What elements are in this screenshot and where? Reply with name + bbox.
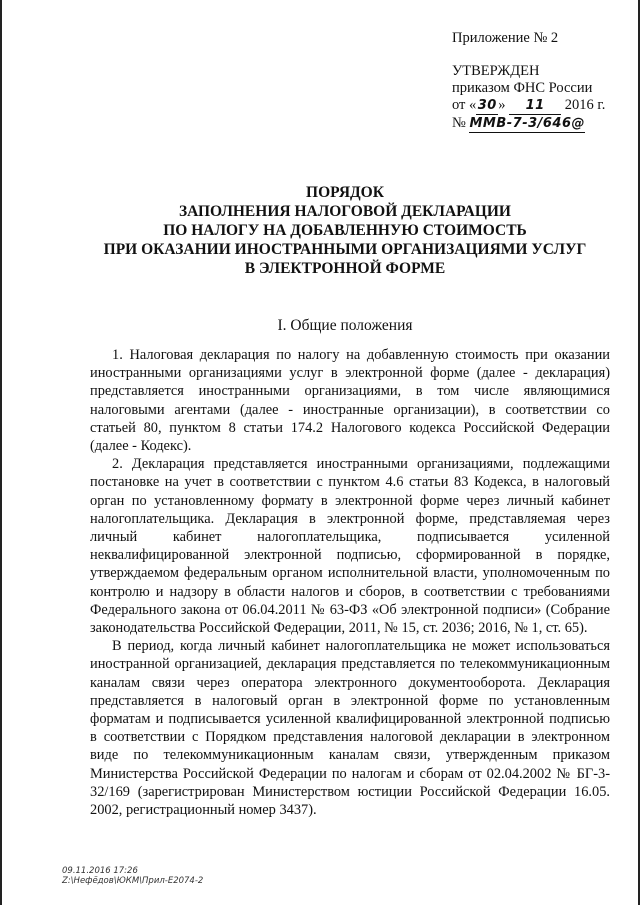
approval-date [452,97,605,115]
section-heading: I. Общие положения [277,317,413,334]
file-footer [62,866,203,886]
appendix-number: Приложение № 2 [452,30,559,46]
date-day: 30 [477,98,497,113]
approval-number [452,115,605,133]
document-body [90,346,610,819]
approved-by-order: приказом ФНС России [452,80,593,96]
footer-timestamp: 09.11.2016 17:26 [62,866,138,876]
paragraph-3: В период, когда личный кабинет налогоплательщика не может использоваться иностранной организацией, декларация представляется по телекоммуникационным каналам связи через оператора электронного документооборота. Декларация представляется в налоговый орган в электронной форме по установленным форматам и подписывается усиленной квалифицированной электронной подписью в соответствии с Порядком представления налоговой декларации в электронном виде по телекоммуникационным каналам связи, утвержденным приказом Министерства Российской Федерации по налогам и сборам от 02.04.2002 № БГ-3-32/169 (зарегистрирован Министерством юстиции Российской Федерации 16.05. 2002, регистрационный номер 3437). [90,638,610,819]
document-title [60,183,630,278]
footer-path: Z:\Нефёдов\ЮКМ\Прил-Е2074-2 [62,876,204,886]
title-line: ПОРЯДОК [306,184,384,201]
approved-label: УТВЕРЖДЕН [452,63,540,79]
date-quote: » [498,97,506,113]
title-line: ПО НАЛОГУ НА ДОБАВЛЕННУЮ СТОИМОСТЬ [163,222,527,239]
title-line: ПРИ ОКАЗАНИИ ИНОСТРАННЫМИ ОРГАНИЗАЦИЯМИ УСЛУГ [103,241,587,258]
approval-block [452,30,605,133]
title-line: В ЭЛЕКТРОННОЙ ФОРМЕ [244,260,446,277]
scan-edge-left [0,0,2,905]
title-line: ЗАПОЛНЕНИЯ НАЛОГОВОЙ ДЕКЛАРАЦИИ [178,203,511,220]
date-year: 2016 г. [564,97,606,113]
date-month: 11 [509,97,561,115]
number-prefix: № [452,115,466,131]
paragraph-2: 2. Декларация представляется иностранными организациями, подлежащими постановке на учет в соответствии с пунктом 4.6 статьи 83 Кодекса, в налоговый орган по установленному формату в электронной форме через личный кабинет налогоплательщика. Декларация в электронной форме, представляемая через личный кабинет налогоплательщика, подписывается усиленной неквалифицированной электронной подписью, сформированной в порядке, утверждаемом федеральным органом исполнительной власти, уполномоченным по контролю и надзору в области налогов и сборов, в соответствии с требованиями Федерального закона от 06.04.2011 № 63-ФЗ «Об электронной подписи» (Собрание законодательства Российской Федерации, 2011, № 15, ст. 2036; 2016, № 1, ст. 65). [90,456,610,637]
date-prefix: от « [452,97,477,113]
paragraph-1: 1. Налоговая декларация по налогу на добавленную стоимость при оказании иностранными организациями услуг в электронной форме (далее - декларация) представляется иностранными организациями, в том числе являющимися налоговыми агентами (далее - иностранные организации), в соответствии со статьей 80, пунктом 8 статьи 174.2 Налогового кодекса Российской Федерации (далее - Кодекс). [90,347,610,455]
number-value: ММВ-7-3/646@ [469,116,586,131]
